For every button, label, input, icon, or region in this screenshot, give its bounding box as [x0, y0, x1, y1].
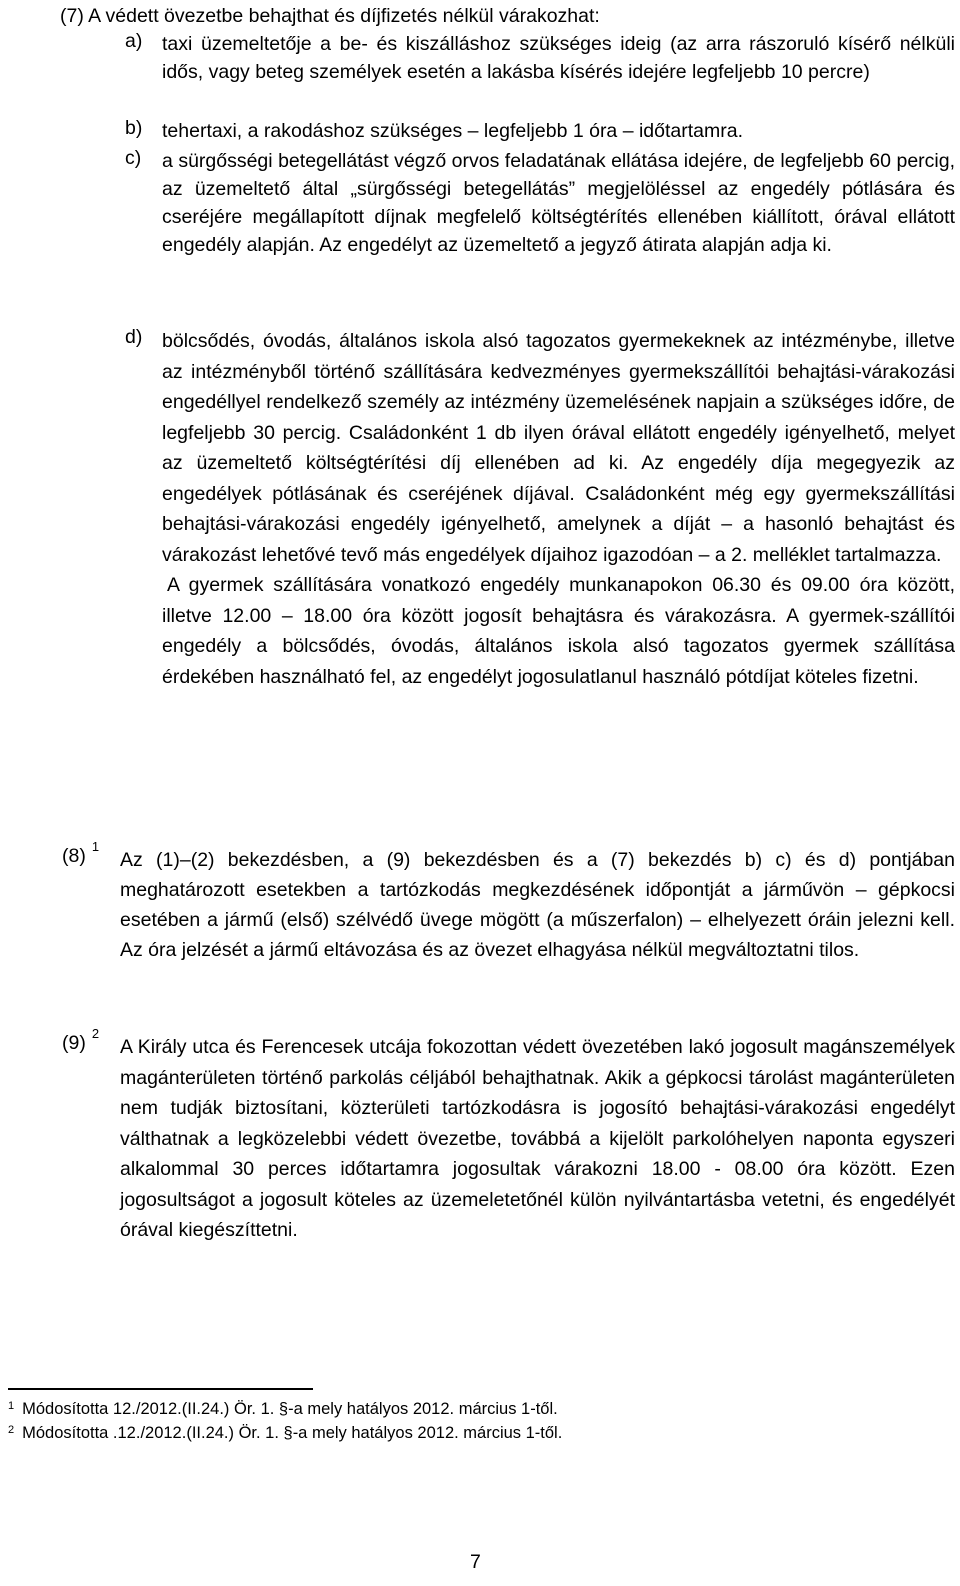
list-item-label: d) [125, 326, 143, 348]
footnote-reference[interactable]: 1 [91, 839, 100, 854]
section-8-paragraph [62, 839, 955, 965]
footnote-2 [8, 1421, 562, 1445]
list-item-label: c) [125, 147, 142, 169]
footnote-reference[interactable]: 2 [91, 1026, 100, 1041]
footnote-1 [8, 1397, 562, 1421]
list-item-d [125, 326, 955, 692]
list-item-text-continued: A gyermek szállítására vonatkozó engedély munkanapokon 06.30 és 09.00 óra között, illetve 12.00 – 18.00 óra között jogosít behajtásra és várakozásra. A gyermek-szállítói engedély a bölcsődés, óvodás, általános iskola alsó tagozatos gyermek szállítása érdekében használható fel, az engedélyt jogosulatlanul használó pótdíjat köteles fizetni. [162, 574, 955, 688]
footnote-text: Módosította 12./2012.(II.24.) Ör. 1. §-a mely hatályos 2012. március 1-től. [22, 1400, 558, 1418]
list-item-text: bölcsődés, óvodás, általános iskola alsó tagozatos gyermekeknek az intézménybe, illetve az intézményből történő szállítására kedvezményes gyermekszállítói behajtási-várakozási engedéllyel rendelkező személy az intézmény üzemelésének napjain a szükséges időre, de legfeljebb 30 percig. Családonként 1 db ilyen órával ellátott engedély igényelhető, melyet az üzemeltető költségtérítési díj ellenében ad ki. Az engedély díja megegyezik az engedélyek pótlásának és cseréjének díjával. Családonként még egy gyermekszállítási behajtási-várakozási engedély igényelhető, amelynek a díját – a hasonló behajtást és várakozást lehetővé tevő más engedélyek díjaihoz igazodóan – a 2. melléklet tartalmazza. [162, 330, 955, 566]
list-item-label: b) [125, 117, 143, 139]
paragraph-label [62, 1026, 100, 1055]
paragraph-text: Az (1)–(2) bekezdésben, a (9) bekezdésben és a (7) bekezdés b) c) és d) pontjában meghatározott esetekben a tartózkodás megkezdésének időpontját a járművön – gépkocsi esetében a jármű (első) szélvédő üvege mögött (a műszerfalon) – elhelyezett óráin jelezni kell. Az óra jelzését a jármű eltávozása és az övezet elhagyása nélkül megváltoztatni tilos. [120, 849, 955, 961]
footnotes [8, 1397, 562, 1445]
footnote-separator [8, 1388, 313, 1390]
section-9-paragraph [62, 1026, 955, 1246]
footnote-number: 2 [8, 1424, 15, 1436]
list-item-label: a) [125, 30, 143, 52]
paragraph-text: A Király utca és Ferencesek utcája fokozottan védett övezetében lakó jogosult magánszemélyek magánterületen történő parkolás céljából behajthatnak. Akik a gépkocsi tárolást magánterületen nem tudják biztosítani, közterületi tartózkodásra is jogosító behajtási-várakozási engedélyt válthatnak a legközelebbi védett övezetbe, továbbá a kijelölt parkolóhelyen naponta egyszeri alkalommal 30 perces időtartamra jogosultak várakozni 18.00 - 08.00 óra között. Ezen jogosultságot a jogosult köteles az üzemeletetőnél külön nyilvántartásba vetetni, és engedélyét órával kiegészíttetni. [120, 1036, 955, 1241]
list-item-c [125, 147, 955, 259]
list-item-b [125, 117, 955, 145]
page-number: 7 [470, 1551, 481, 1573]
list-item-a [125, 30, 955, 86]
paragraph-label [62, 839, 100, 868]
paragraph-number: (8) [62, 845, 86, 867]
section-7-heading: (7) A védett övezetbe behajthat és díjfizetés nélkül várakozhat: [60, 5, 600, 27]
list-item-text: tehertaxi, a rakodáshoz szükséges – legfeljebb 1 óra – időtartamra. [162, 120, 744, 142]
paragraph-number: (9) [62, 1032, 86, 1054]
list-item-text: taxi üzemeltetője a be- és kiszálláshoz szükséges ideig (az arra rászoruló kísérő nélküli idős, vagy beteg személyek esetén a lakásba kísérés idejére legfeljebb 10 percre) [162, 33, 955, 83]
list-item-text: a sürgősségi betegellátást végző orvos feladatának ellátása idejére, de legfeljebb 60 percig, az üzemeltető által „sürgősségi betegellátás” megjelöléssel az engedély pótlására és cseréjére megállapított díjnak megfelelő költségtérítés ellenében kiállított, órával ellátott engedély alapján. Az engedélyt az üzemeltető a jegyző átirata alapján adja ki. [162, 150, 955, 256]
footnote-number: 1 [8, 1400, 15, 1412]
footnote-text: Módosította .12./2012.(II.24.) Ör. 1. §-a mely hatályos 2012. március 1-től. [22, 1424, 563, 1442]
